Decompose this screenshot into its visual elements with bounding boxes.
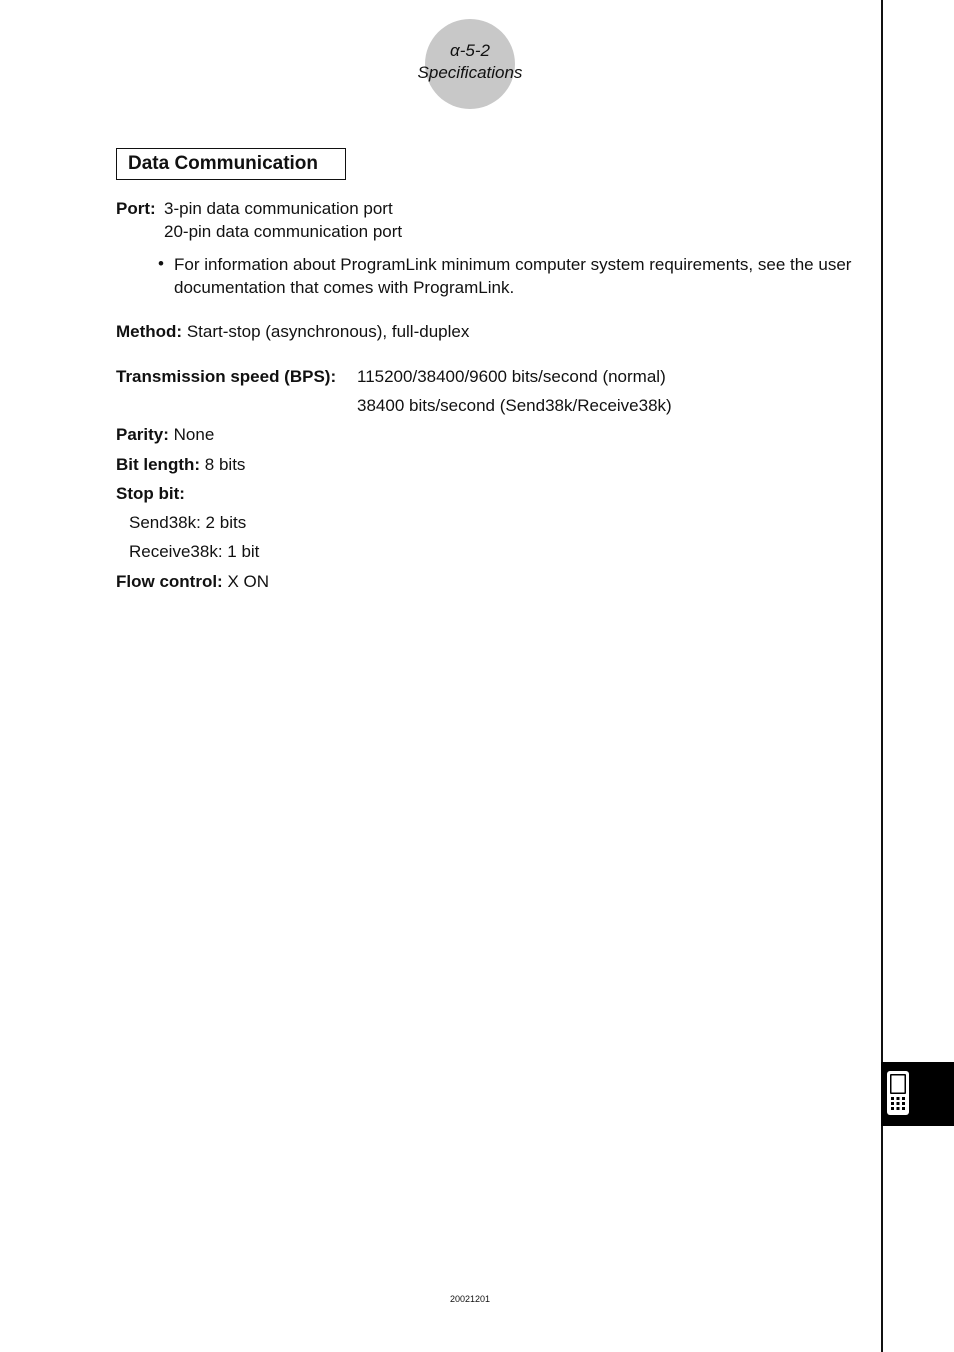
method-row: [116, 321, 469, 343]
bit-length-label: Bit length:: [116, 455, 201, 474]
flow-control-value: X ON: [227, 572, 270, 591]
bit-length-row: [116, 454, 245, 476]
transmission-speed-value-1: 115200/38400/9600 bits/second (normal): [357, 367, 666, 386]
chapter-tab: [881, 1062, 954, 1126]
flow-control-row: [116, 571, 269, 593]
parity-label: Parity:: [116, 425, 169, 444]
bit-length-value: 8 bits: [204, 455, 246, 474]
transmission-speed-row: [116, 366, 336, 388]
port-value-1: 3-pin data communication port: [164, 199, 393, 218]
flow-control-label: Flow control:: [116, 572, 223, 591]
parity-value: None: [173, 425, 215, 444]
method-label: Method:: [116, 322, 183, 341]
right-margin-rule: [881, 0, 883, 1352]
port-row: [116, 198, 156, 220]
method-value: Start-stop (asynchronous), full-duplex: [186, 322, 470, 341]
parity-row: [116, 424, 214, 446]
port-value-2: 20-pin data communication port: [164, 222, 403, 241]
transmission-speed-value-2: 38400 bits/second (Send38k/Receive38k): [357, 396, 672, 415]
bullet-mark: •: [158, 254, 164, 273]
page-section-title: Specifications: [417, 63, 523, 82]
port-note: For information about ProgramLink minimum computer system requirements, see the user documentation that comes with ProgramLink.: [174, 255, 852, 297]
stop-bit-label: Stop bit:: [116, 484, 185, 503]
stop-bit-row: [116, 483, 185, 505]
port-label: Port:: [116, 199, 156, 218]
stop-bit-value-2: Receive38k: 1 bit: [129, 542, 260, 561]
calculator-icon: [886, 1070, 910, 1116]
page-number: α-5-2: [450, 41, 490, 60]
section-heading: Data Communication: [116, 148, 346, 180]
footer-code: 20021201: [449, 1294, 491, 1304]
stop-bit-value-1: Send38k: 2 bits: [129, 513, 247, 532]
transmission-speed-label: Transmission speed (BPS):: [116, 367, 337, 386]
